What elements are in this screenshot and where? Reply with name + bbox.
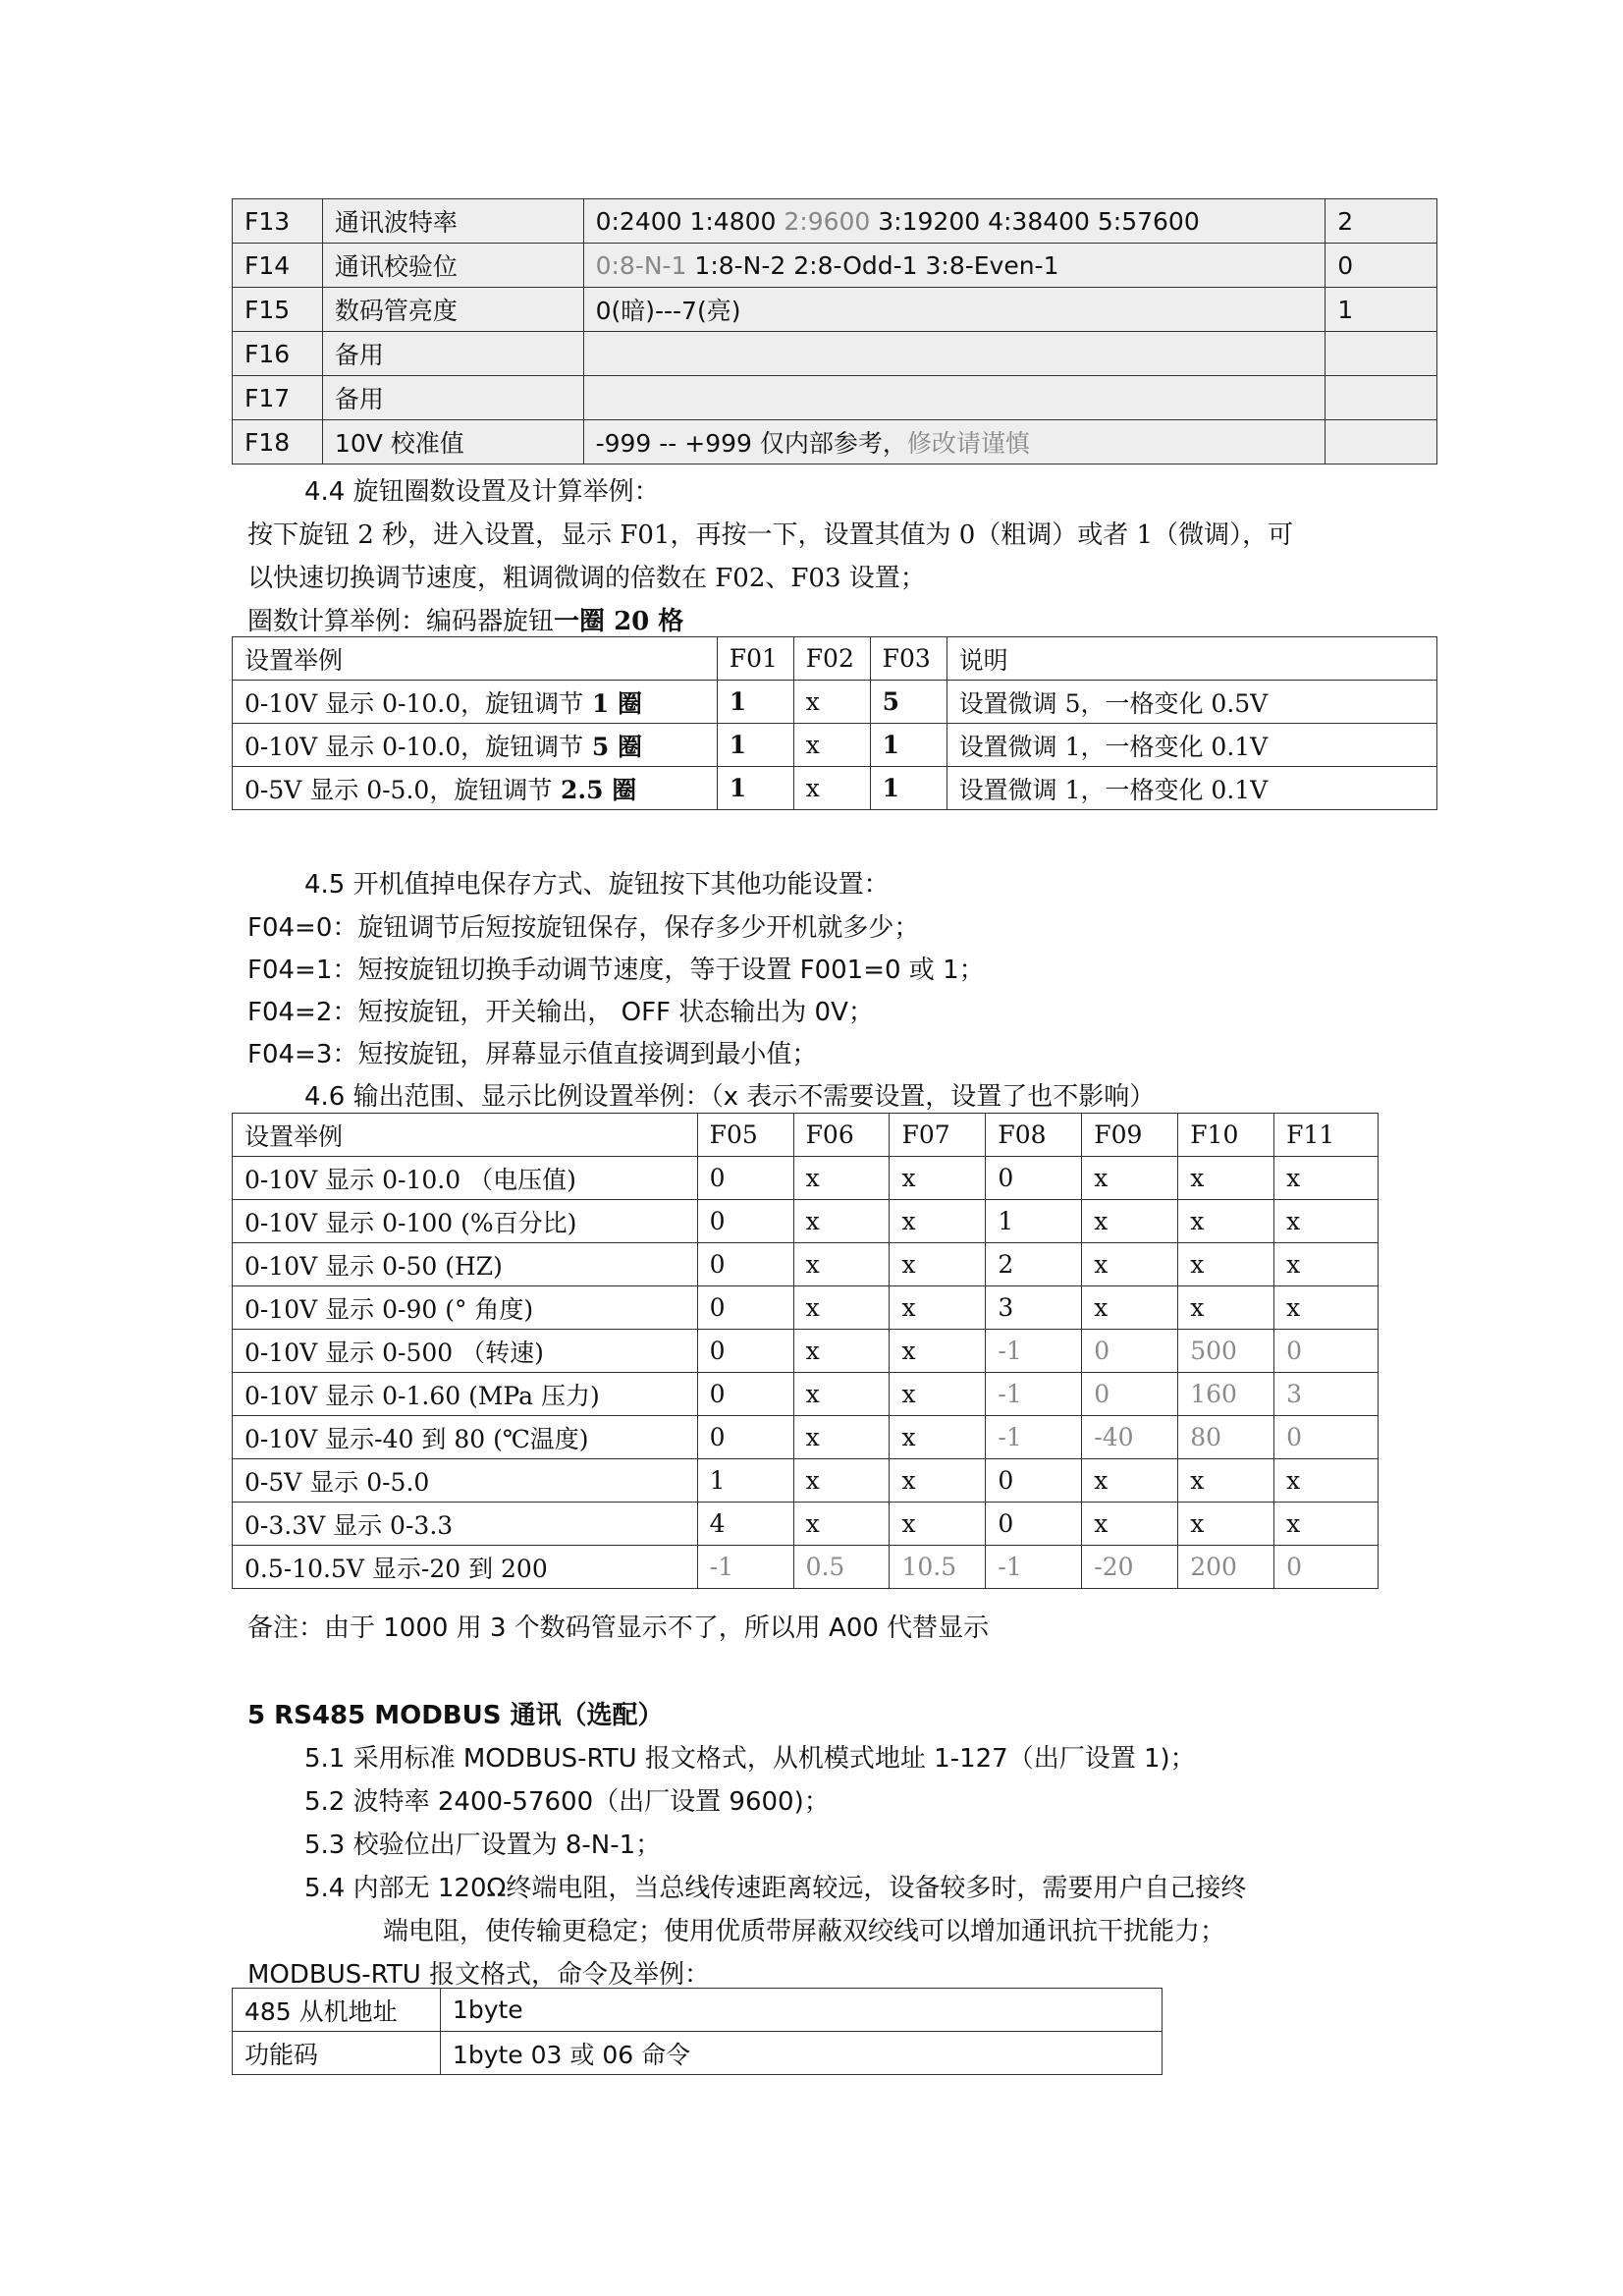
- header-cell: F09: [1082, 1114, 1178, 1157]
- param-name: 通讯波特率: [322, 199, 583, 244]
- value-cell: 0: [1274, 1330, 1379, 1373]
- note-cell: 设置微调 5，一格变化 0.5V: [947, 681, 1436, 724]
- header-cell: 设置举例: [233, 1114, 698, 1157]
- header-cell: F06: [793, 1114, 890, 1157]
- value-cell: x: [1274, 1243, 1379, 1286]
- f03-cell: 1: [870, 724, 947, 767]
- value-cell: x: [1178, 1157, 1274, 1200]
- value-cell: 4: [697, 1503, 793, 1546]
- param-code: F16: [233, 332, 323, 376]
- value-cell: x: [1178, 1503, 1274, 1546]
- table-row: [233, 199, 1437, 244]
- section-4-4-paragraph-1: 按下旋钮 2 秒，进入设置，显示 F01，再按一下，设置其值为 0（粗调）或者 1（微调），可: [247, 520, 1294, 550]
- param-name: 备用: [322, 332, 583, 376]
- value-cell: -1: [986, 1373, 1082, 1416]
- example-cell: [233, 767, 718, 810]
- value-cell: x: [890, 1416, 986, 1459]
- section-4-4-heading: 4.4 旋钮圈数设置及计算举例：: [304, 477, 660, 507]
- value-cell: -1: [986, 1330, 1082, 1373]
- desc-text-gray: 2:9600: [784, 206, 871, 236]
- value-cell: x: [1274, 1459, 1379, 1503]
- value-cell: 0: [1082, 1373, 1178, 1416]
- value-cell: 0: [986, 1503, 1082, 1546]
- param-default: [1325, 332, 1437, 376]
- value-cell: 500: [1178, 1330, 1274, 1373]
- table-row: [233, 288, 1437, 332]
- value-cell: 0: [697, 1200, 793, 1243]
- value-cell: x: [1082, 1243, 1178, 1286]
- example-cell: [233, 681, 718, 724]
- table-row: [233, 376, 1437, 420]
- example-label: 圈数计算举例：编码器旋钮: [247, 607, 555, 636]
- value-cell: x: [890, 1459, 986, 1503]
- table-row: [233, 1200, 1379, 1243]
- modbus-item: 端电阻，使传输更稳定；使用优质带屏蔽双绞线可以增加通讯抗干扰能力；: [383, 1917, 1226, 1946]
- header-cell: F01: [717, 637, 793, 681]
- value-cell: 80: [1178, 1416, 1274, 1459]
- value-cell: 0: [1082, 1330, 1178, 1373]
- value-cell: x: [1178, 1200, 1274, 1243]
- value-cell: 2: [986, 1243, 1082, 1286]
- example-turns: 1 圈: [583, 688, 642, 718]
- section-4-4-paragraph-2: 以快速切换调节速度，粗调微调的倍数在 F02、F03 设置；: [247, 564, 926, 593]
- example-bold: 一圈 20 格: [554, 607, 684, 636]
- header-cell: 说明: [947, 637, 1436, 681]
- f01-cell: 1: [717, 681, 793, 724]
- value-cell: x: [793, 1243, 890, 1286]
- value-cell: x: [890, 1286, 986, 1330]
- desc-text: 0:2400 1:4800: [595, 206, 784, 236]
- header-cell: F02: [793, 637, 870, 681]
- f03-cell: 1: [870, 767, 947, 810]
- example-turns: 2.5 圈: [552, 775, 637, 804]
- f01-cell: 1: [717, 724, 793, 767]
- value-cell: x: [1178, 1459, 1274, 1503]
- example-cell: 0-5V 显示 0-5.0: [233, 1459, 698, 1503]
- value-cell: 0: [697, 1286, 793, 1330]
- value-cell: 0: [1274, 1416, 1379, 1459]
- value-cell: x: [1178, 1286, 1274, 1330]
- value-cell: 160: [1178, 1373, 1274, 1416]
- value-cell: x: [793, 1373, 890, 1416]
- header-cell: F10: [1178, 1114, 1274, 1157]
- value-cell: 0.5: [793, 1546, 890, 1589]
- table-row: [233, 420, 1437, 465]
- param-code: F17: [233, 376, 323, 420]
- header-cell: F07: [890, 1114, 986, 1157]
- value-cell: x: [1082, 1286, 1178, 1330]
- value-cell: -1: [986, 1416, 1082, 1459]
- value-cell: x: [890, 1157, 986, 1200]
- section-4-4-paragraph-3: [247, 601, 683, 637]
- table-row: [233, 1546, 1379, 1589]
- section-4-6-heading: 4.6 输出范围、显示比例设置举例：（x 表示不需要设置，设置了也不影响）: [304, 1082, 1156, 1112]
- value-cell: -1: [697, 1546, 793, 1589]
- value-cell: x: [890, 1330, 986, 1373]
- f04-option-line: F04=2：短按旋钮，开关输出， OFF 状态输出为 0V；: [247, 998, 874, 1027]
- value-cell: 1: [697, 1459, 793, 1503]
- value-cell: 0: [697, 1373, 793, 1416]
- modbus-item: 5.4 内部无 120Ω终端电阻，当总线传速距离较远，设备较多时，需要用户自己接终: [304, 1874, 1247, 1903]
- desc-text: 1:8-N-2 2:8-Odd-1 3:8-Even-1: [686, 250, 1059, 280]
- value-cell: x: [890, 1503, 986, 1546]
- value-cell: 0: [697, 1157, 793, 1200]
- example-text: 0-10V 显示 0-10.0，旋钮调节: [244, 688, 584, 718]
- value-cell: x: [793, 1459, 890, 1503]
- value-cell: -20: [1082, 1546, 1178, 1589]
- header-cell: F11: [1274, 1114, 1379, 1157]
- table-header-row: [233, 1114, 1379, 1157]
- value-cell: 0: [986, 1157, 1082, 1200]
- value-cell: x: [1082, 1503, 1178, 1546]
- table-row: [233, 1286, 1379, 1330]
- param-default: 0: [1325, 244, 1437, 288]
- table-header-row: [233, 637, 1437, 681]
- header-cell: F03: [870, 637, 947, 681]
- value-cell: x: [1274, 1286, 1379, 1330]
- example-turns: 5 圈: [583, 732, 642, 761]
- section-5-heading: 5 RS485 MODBUS 通讯（选配）: [247, 1701, 664, 1730]
- value-cell: x: [793, 1286, 890, 1330]
- value-cell: x: [890, 1373, 986, 1416]
- header-cell: 设置举例: [233, 637, 718, 681]
- note-cell: 设置微调 1，一格变化 0.1V: [947, 767, 1436, 810]
- value-cell: x: [1082, 1200, 1178, 1243]
- modbus-item: 5.2 波特率 2400-57600（出厂设置 9600)；: [304, 1787, 830, 1817]
- f04-option-line: F04=3：短按旋钮，屏幕显示值直接调到最小值；: [247, 1040, 818, 1069]
- f04-option-line: F04=0：旋钮调节后短按旋钮保存，保存多少开机就多少；: [247, 913, 920, 943]
- value-cell: 200: [1178, 1546, 1274, 1589]
- format-title: MODBUS-RTU 报文格式，命令及举例：: [247, 1960, 711, 1990]
- value-cell: 1: [986, 1200, 1082, 1243]
- f04-option-line: F04=1：短按旋钮切换手动调节速度，等于设置 F001=0 或 1；: [247, 956, 985, 985]
- note-cell: 设置微调 1，一格变化 0.1V: [947, 724, 1436, 767]
- param-description: [583, 288, 1325, 332]
- value-cell: 3: [986, 1286, 1082, 1330]
- value-cell: x: [1082, 1157, 1178, 1200]
- example-cell: 0-3.3V 显示 0-3.3: [233, 1503, 698, 1546]
- f02-cell: x: [793, 724, 870, 767]
- param-code: F15: [233, 288, 323, 332]
- param-name: 10V 校准值: [322, 420, 583, 465]
- table-row: [233, 1416, 1379, 1459]
- value-cell: x: [1178, 1243, 1274, 1286]
- field-value: 1byte 03 或 06 命令: [440, 2032, 1162, 2075]
- field-value: 1byte: [440, 1989, 1162, 2032]
- value-cell: -40: [1082, 1416, 1178, 1459]
- field-name: 485 从机地址: [233, 1989, 441, 2032]
- value-cell: x: [1274, 1503, 1379, 1546]
- value-cell: x: [793, 1200, 890, 1243]
- header-cell: F05: [697, 1114, 793, 1157]
- param-default: [1325, 376, 1437, 420]
- param-name: 数码管亮度: [322, 288, 583, 332]
- value-cell: x: [1274, 1200, 1379, 1243]
- table-row: [233, 2032, 1163, 2075]
- example-text: 0-5V 显示 0-5.0，旋钮调节: [244, 775, 553, 804]
- param-code: F14: [233, 244, 323, 288]
- value-cell: 0: [697, 1330, 793, 1373]
- f02-cell: x: [793, 681, 870, 724]
- value-cell: -1: [986, 1546, 1082, 1589]
- param-default: 1: [1325, 288, 1437, 332]
- table-note: 备注：由于 1000 用 3 个数码管显示不了，所以用 A00 代替显示: [247, 1613, 990, 1643]
- desc-text: -999 -- +999 仅内部参考，: [595, 429, 907, 458]
- modbus-item: 5.3 校验位出厂设置为 8-N-1；: [304, 1831, 662, 1860]
- f03-cell: 5: [870, 681, 947, 724]
- param-default: 2: [1325, 199, 1437, 244]
- table-row: [233, 767, 1437, 810]
- value-cell: 10.5: [890, 1546, 986, 1589]
- value-cell: x: [890, 1243, 986, 1286]
- example-cell: 0-10V 显示 0-10.0 （电压值): [233, 1157, 698, 1200]
- table-row: [233, 1503, 1379, 1546]
- table-row: [233, 1989, 1163, 2032]
- value-cell: 0: [986, 1459, 1082, 1503]
- param-name: 备用: [322, 376, 583, 420]
- f01-cell: 1: [717, 767, 793, 810]
- desc-text: 3:19200 4:38400 5:57600: [870, 206, 1200, 236]
- table-row: [233, 332, 1437, 376]
- param-code: F18: [233, 420, 323, 465]
- example-cell: [233, 724, 718, 767]
- value-cell: x: [793, 1157, 890, 1200]
- param-default: [1325, 420, 1437, 465]
- param-description: [583, 199, 1325, 244]
- value-cell: x: [793, 1330, 890, 1373]
- table-row: [233, 1330, 1379, 1373]
- table-row: [233, 1459, 1379, 1503]
- value-cell: 3: [1274, 1373, 1379, 1416]
- param-description: [583, 244, 1325, 288]
- example-cell: 0.5-10.5V 显示-20 到 200: [233, 1546, 698, 1589]
- value-cell: x: [890, 1200, 986, 1243]
- table-row: [233, 1373, 1379, 1416]
- example-text: 0-10V 显示 0-10.0，旋钮调节: [244, 732, 584, 761]
- param-code: F13: [233, 199, 323, 244]
- value-cell: 0: [697, 1243, 793, 1286]
- value-cell: x: [793, 1416, 890, 1459]
- knob-turns-table: [232, 636, 1437, 810]
- example-cell: 0-10V 显示 0-1.60 (MPa 压力): [233, 1373, 698, 1416]
- value-cell: 0: [697, 1416, 793, 1459]
- param-description: [583, 332, 1325, 376]
- output-range-table: [232, 1113, 1379, 1589]
- example-cell: 0-10V 显示 0-50 (HZ): [233, 1243, 698, 1286]
- table-row: [233, 1157, 1379, 1200]
- param-description: [583, 420, 1325, 465]
- field-name: 功能码: [233, 2032, 441, 2075]
- desc-text: 0(暗)---7(亮): [595, 297, 741, 325]
- param-description: [583, 376, 1325, 420]
- desc-text-gray: 0:8-N-1: [595, 250, 687, 280]
- desc-text-gray: 修改请谨慎: [906, 429, 1030, 458]
- value-cell: x: [1082, 1459, 1178, 1503]
- section-4-5-heading: 4.5 开机值掉电保存方式、旋钮按下其他功能设置：: [304, 870, 890, 900]
- value-cell: 0: [1274, 1546, 1379, 1589]
- table-row: [233, 244, 1437, 288]
- example-cell: 0-10V 显示-40 到 80 (℃温度): [233, 1416, 698, 1459]
- param-name: 通讯校验位: [322, 244, 583, 288]
- modbus-format-table: [232, 1988, 1163, 2075]
- parameter-table: [232, 198, 1437, 465]
- table-row: [233, 724, 1437, 767]
- value-cell: x: [1274, 1157, 1379, 1200]
- example-cell: 0-10V 显示 0-90 (° 角度): [233, 1286, 698, 1330]
- header-cell: F08: [986, 1114, 1082, 1157]
- table-row: [233, 1243, 1379, 1286]
- f02-cell: x: [793, 767, 870, 810]
- value-cell: x: [793, 1503, 890, 1546]
- example-cell: 0-10V 显示 0-100 (%百分比): [233, 1200, 698, 1243]
- table-row: [233, 681, 1437, 724]
- example-cell: 0-10V 显示 0-500 （转速): [233, 1330, 698, 1373]
- modbus-item: 5.1 采用标准 MODBUS-RTU 报文格式，从机模式地址 1-127（出厂设置 1)；: [304, 1744, 1196, 1774]
